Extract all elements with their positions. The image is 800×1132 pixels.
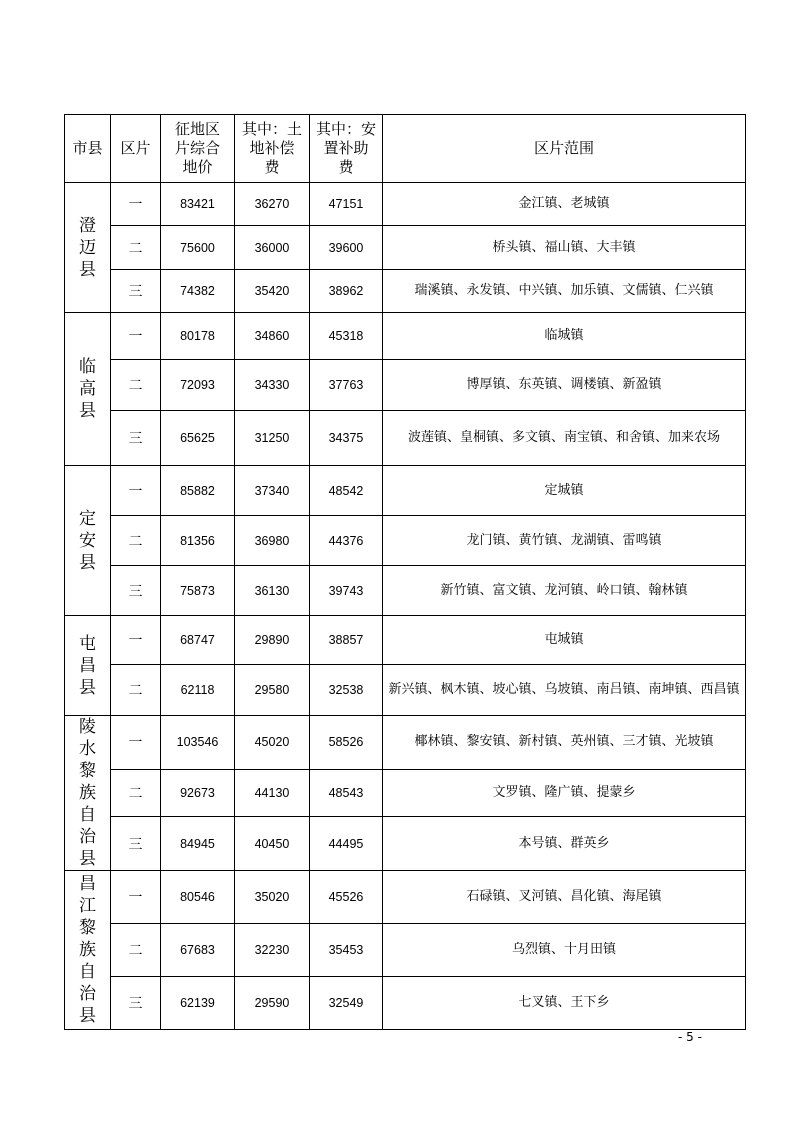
land-compensation-cell: 36980: [235, 516, 310, 566]
land-compensation-cell: 40450: [235, 817, 310, 871]
resettlement-subsidy-cell: 32538: [310, 665, 383, 716]
price-cell: 80546: [161, 871, 235, 924]
county-cell: 澄 迈 县: [65, 183, 111, 313]
resettlement-subsidy-cell: 45318: [310, 313, 383, 360]
area-cell: 本号镇、群英乡: [383, 817, 746, 871]
header-resettle-line: 其中：安: [315, 120, 376, 138]
price-cell: 81356: [161, 516, 235, 566]
zone-cell: 一: [111, 466, 161, 516]
zone-cell: 三: [111, 566, 161, 616]
zone-cell: 二: [111, 360, 161, 411]
price-cell: 72093: [161, 360, 235, 411]
area-cell: 瑞溪镇、永发镇、中兴镇、加乐镇、文儒镇、仁兴镇: [383, 270, 746, 313]
table-row: [65, 871, 746, 924]
land-compensation-cell: 31250: [235, 411, 310, 466]
resettlement-subsidy-cell: 35453: [310, 924, 383, 977]
county-cell: 临 高 县: [65, 313, 111, 466]
land-price-table: [64, 114, 746, 1030]
area-cell: 波莲镇、皇桐镇、多文镇、南宝镇、和舍镇、加来农场: [383, 411, 746, 466]
land-compensation-cell: 34860: [235, 313, 310, 360]
price-cell: 74382: [161, 270, 235, 313]
zone-cell: 一: [111, 183, 161, 226]
resettlement-subsidy-cell: 44376: [310, 516, 383, 566]
resettlement-subsidy-cell: 37763: [310, 360, 383, 411]
area-cell: 临城镇: [383, 313, 746, 360]
land-compensation-cell: 36000: [235, 226, 310, 270]
table-row: [65, 817, 746, 871]
land-compensation-cell: 35020: [235, 871, 310, 924]
county-cell: 昌 江 黎 族 自 治 县: [65, 871, 111, 1030]
zone-cell: 三: [111, 411, 161, 466]
zone-cell: 一: [111, 871, 161, 924]
land-compensation-cell: 44130: [235, 769, 310, 816]
area-cell: 桥头镇、福山镇、大丰镇: [383, 226, 746, 270]
table-row: [65, 313, 746, 360]
land-compensation-cell: 32230: [235, 924, 310, 977]
price-cell: 68747: [161, 616, 235, 665]
price-cell: 80178: [161, 313, 235, 360]
price-cell: 62139: [161, 977, 235, 1030]
header-price-line: 片综合: [174, 139, 220, 157]
price-cell: 83421: [161, 183, 235, 226]
header-county: 市县: [65, 115, 111, 183]
header-price-line: 地价: [182, 158, 213, 176]
county-cell: 陵 水 黎 族 自 治 县: [65, 716, 111, 871]
zone-cell: 一: [111, 616, 161, 665]
table-row: [65, 977, 746, 1030]
price-cell: 92673: [161, 769, 235, 816]
area-cell: 新竹镇、富文镇、龙河镇、岭口镇、翰林镇: [383, 566, 746, 616]
land-compensation-cell: 36130: [235, 566, 310, 616]
resettlement-subsidy-cell: 39743: [310, 566, 383, 616]
price-cell: 85882: [161, 466, 235, 516]
zone-cell: 二: [111, 665, 161, 716]
resettlement-subsidy-cell: 47151: [310, 183, 383, 226]
county-cell: 定 安 县: [65, 466, 111, 616]
header-resettle-line: 费: [338, 158, 354, 176]
zone-cell: 一: [111, 716, 161, 770]
header-price-line: 征地区: [174, 120, 220, 138]
table-row: [65, 516, 746, 566]
price-cell: 62118: [161, 665, 235, 716]
area-cell: 椰林镇、黎安镇、新村镇、英州镇、三才镇、光坡镇: [383, 716, 746, 770]
zone-cell: 二: [111, 924, 161, 977]
price-cell: 67683: [161, 924, 235, 977]
header-row: [65, 115, 746, 183]
price-cell: 84945: [161, 817, 235, 871]
price-cell: 75600: [161, 226, 235, 270]
land-compensation-cell: 29890: [235, 616, 310, 665]
area-cell: 博厚镇、东英镇、调楼镇、新盈镇: [383, 360, 746, 411]
header-land-line: 费: [264, 158, 280, 176]
header-land-line: 其中：土: [241, 120, 302, 138]
table-row: [65, 566, 746, 616]
resettlement-subsidy-cell: 39600: [310, 226, 383, 270]
zone-cell: 一: [111, 313, 161, 360]
resettlement-subsidy-cell: 34375: [310, 411, 383, 466]
resettlement-subsidy-cell: 38857: [310, 616, 383, 665]
header-price: [161, 115, 235, 183]
table-row: [65, 769, 746, 816]
area-cell: 屯城镇: [383, 616, 746, 665]
zone-cell: 二: [111, 226, 161, 270]
table-row: [65, 716, 746, 770]
resettlement-subsidy-cell: 38962: [310, 270, 383, 313]
area-cell: 乌烈镇、十月田镇: [383, 924, 746, 977]
zone-cell: 三: [111, 817, 161, 871]
county-cell: 屯 昌 县: [65, 616, 111, 716]
land-compensation-cell: 35420: [235, 270, 310, 313]
area-cell: 金江镇、老城镇: [383, 183, 746, 226]
area-cell: 定城镇: [383, 466, 746, 516]
table-row: [65, 360, 746, 411]
area-cell: 新兴镇、枫木镇、坡心镇、乌坡镇、南吕镇、南坤镇、西昌镇: [383, 665, 746, 716]
header-zone: 区片: [111, 115, 161, 183]
price-cell: 65625: [161, 411, 235, 466]
land-compensation-cell: 29590: [235, 977, 310, 1030]
area-cell: 龙门镇、黄竹镇、龙湖镇、雷鸣镇: [383, 516, 746, 566]
resettlement-subsidy-cell: 45526: [310, 871, 383, 924]
resettlement-subsidy-cell: 48542: [310, 466, 383, 516]
resettlement-subsidy-cell: 44495: [310, 817, 383, 871]
zone-cell: 二: [111, 769, 161, 816]
header-land-compensation: [235, 115, 310, 183]
resettlement-subsidy-cell: 32549: [310, 977, 383, 1030]
zone-cell: 三: [111, 977, 161, 1030]
table-row: [65, 924, 746, 977]
table-row: [65, 665, 746, 716]
table-row: [65, 183, 746, 226]
header-land-line: 地补偿: [249, 139, 295, 157]
land-compensation-cell: 45020: [235, 716, 310, 770]
area-cell: 石碌镇、叉河镇、昌化镇、海尾镇: [383, 871, 746, 924]
land-compensation-cell: 37340: [235, 466, 310, 516]
area-cell: 文罗镇、隆广镇、提蒙乡: [383, 769, 746, 816]
page-number: - 5 -: [678, 1030, 702, 1044]
resettlement-subsidy-cell: 48543: [310, 769, 383, 816]
header-area: 区片范围: [383, 115, 746, 183]
zone-cell: 二: [111, 516, 161, 566]
table-row: [65, 411, 746, 466]
land-compensation-cell: 34330: [235, 360, 310, 411]
table-row: [65, 226, 746, 270]
table-row: [65, 270, 746, 313]
header-resettle-line: 置补助: [323, 139, 369, 157]
zone-cell: 三: [111, 270, 161, 313]
land-compensation-cell: 29580: [235, 665, 310, 716]
land-compensation-cell: 36270: [235, 183, 310, 226]
resettlement-subsidy-cell: 58526: [310, 716, 383, 770]
table-row: [65, 466, 746, 516]
area-cell: 七叉镇、王下乡: [383, 977, 746, 1030]
header-resettlement-subsidy: [310, 115, 383, 183]
price-cell: 103546: [161, 716, 235, 770]
table-row: [65, 616, 746, 665]
price-cell: 75873: [161, 566, 235, 616]
